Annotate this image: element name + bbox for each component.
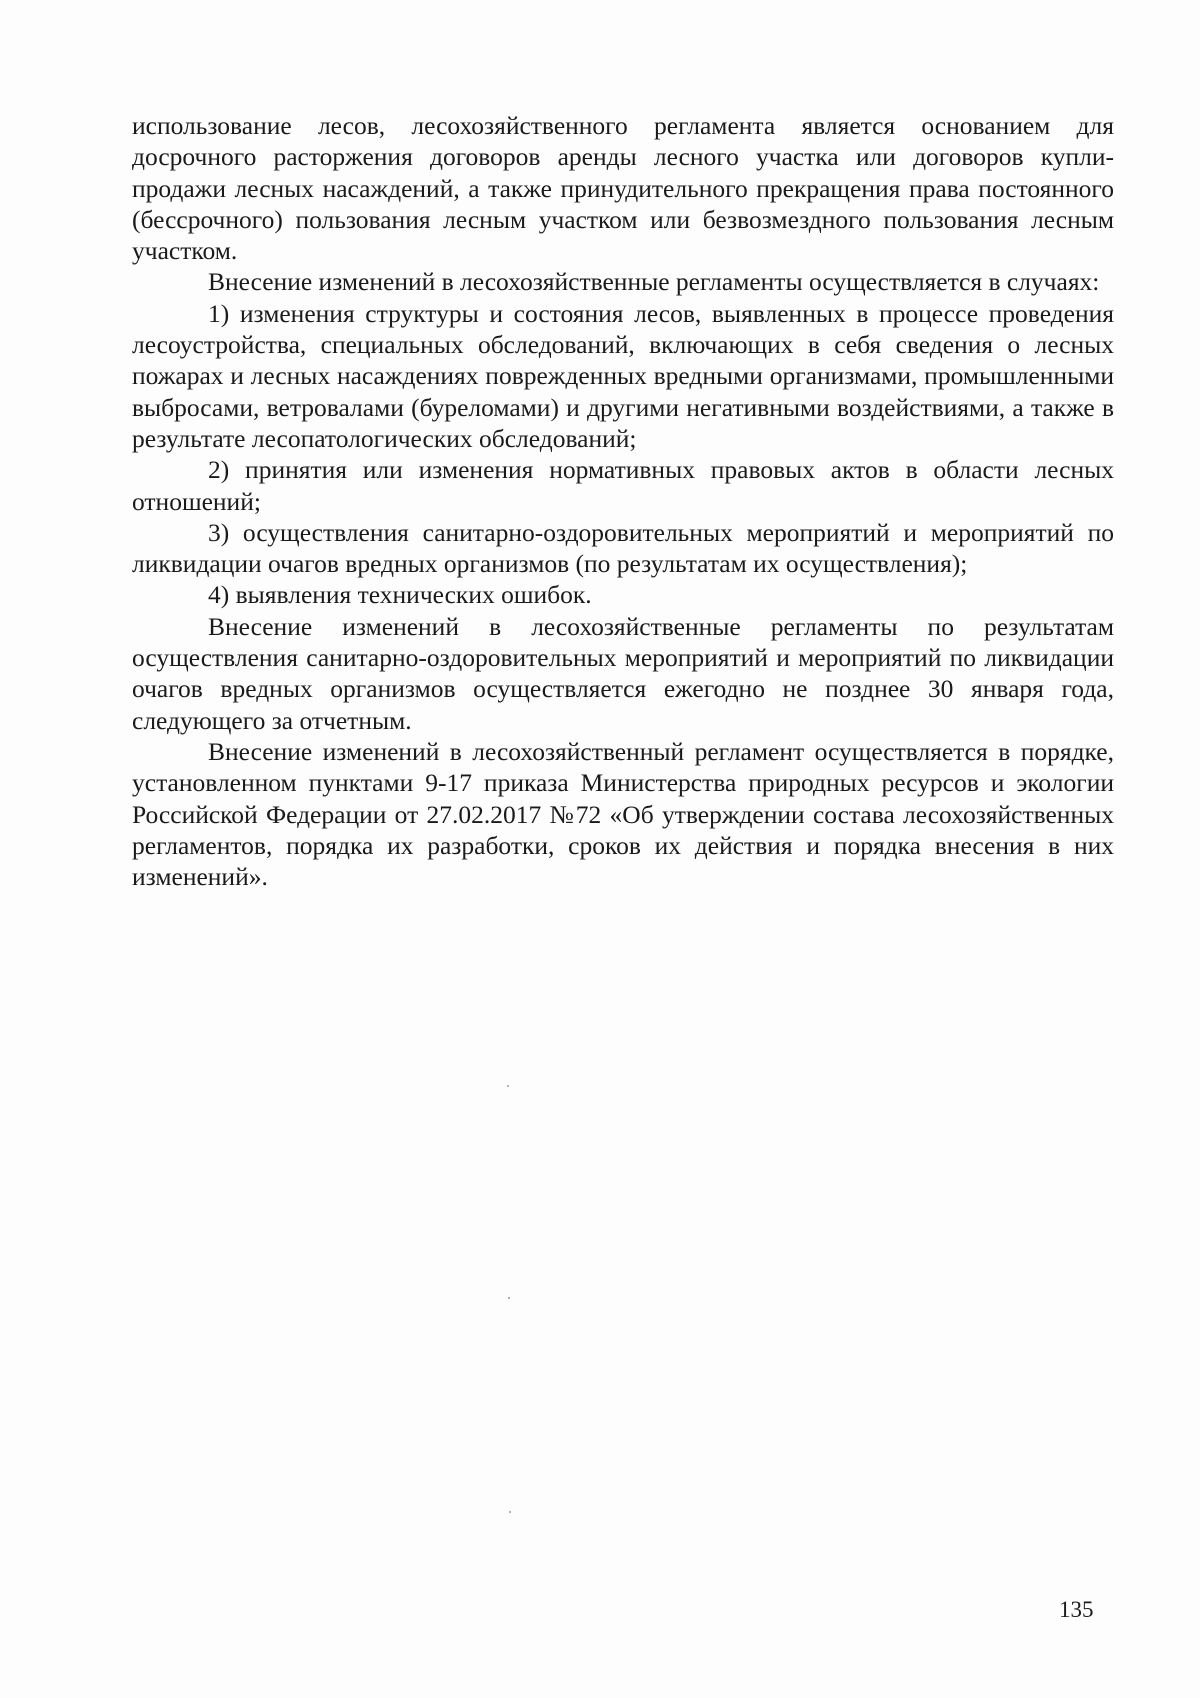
list-item-1: 1) изменения структуры и состояния лесов, выявленных в процессе проведения лесоустройства, специальных обследований, включающих в себя сведения о лесных пожарах и лесных насаждениях поврежденных вредными организмами, промышленными выбросами, ветровалами (буреломами) и другими негативными воздействиями, а также в результате лесопатологических обследований;	[132, 298, 1114, 453]
paragraph-continuation: использование лесов, лесохозяйственного регламента является основанием для досрочного расторжения договоров аренды лесного участка или договоров купли-продажи лесных насаждений, а также принудительного прекращения права постоянного (бессрочного) пользования лесным участком или безвозмездного пользования лесным участком.	[132, 111, 1114, 266]
scan-speck	[509, 1511, 511, 1513]
document-body	[132, 110, 1114, 892]
list-item-4: 4) выявления технических ошибок.	[208, 580, 592, 610]
page-number: 135	[1059, 1597, 1094, 1622]
paragraph-amendment-cases: Внесение изменений в лесохозяйственные регламенты осуществляется в случаях:	[208, 267, 1100, 297]
paragraph-annual-amendments: Внесение изменений в лесохозяйственные регламенты по результатам осуществления санитарно-оздоровительных мероприятий и мероприятий по ликвидации очагов вредных организмов осуществляется ежегодно не позднее 30 января года, следующего за отчетным.	[132, 611, 1114, 735]
scan-speck	[508, 1297, 510, 1299]
list-item-2: 2) принятия или изменения нормативных правовых актов в области лесных отношений;	[132, 455, 1114, 516]
scan-speck	[507, 1085, 509, 1087]
paragraph-amendment-procedure: Внесение изменений в лесохозяйственный регламент осуществляется в порядке, установленном пунктами 9-17 приказа Министерства природных ресурсов и экологии Российской Федерации от 27.02.2017 №72 «Об утверждении состава лесохозяйственных регламентов, порядка их разработки, сроков их действия и порядка внесения в них изменений».	[132, 736, 1114, 892]
list-item-3: 3) осуществления санитарно-оздоровительных мероприятий и мероприятий по ликвидации очагов вредных организмов (по результатам их осуществления);	[132, 517, 1114, 579]
